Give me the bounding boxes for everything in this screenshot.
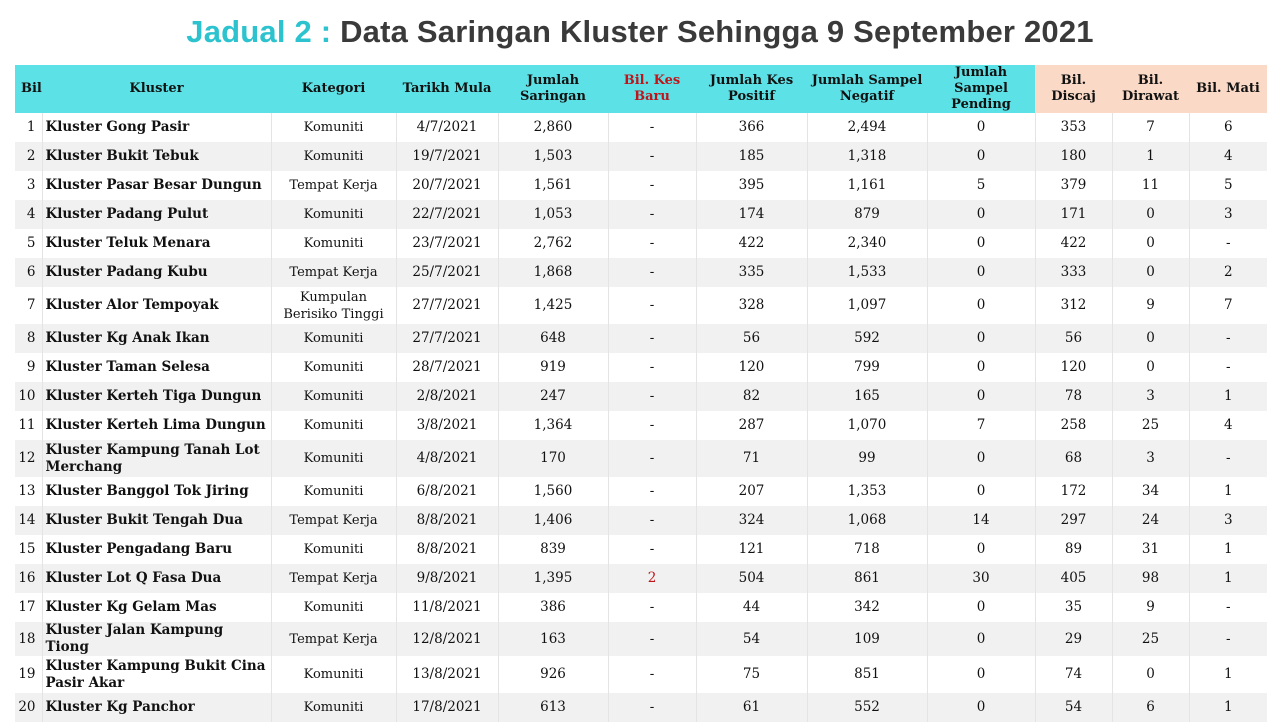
page-title (0, 14, 1280, 50)
cell-kategori: Komuniti (271, 411, 396, 440)
cell-tarikh-mula: 20/7/2021 (396, 171, 498, 200)
cell-jumlah-kes-positif: 366 (696, 113, 807, 142)
cell-kategori: Komuniti (271, 535, 396, 564)
table-row (15, 171, 1267, 200)
cell-bil-kes-baru: - (608, 656, 696, 693)
cell-bil: 11 (15, 411, 42, 440)
cell-bil-kes-baru: - (608, 324, 696, 353)
cell-jumlah-kes-positif: 120 (696, 353, 807, 382)
cell-bil-discaj: 54 (1035, 693, 1112, 722)
header-bil-kes-baru: Bil. Kes Baru (608, 65, 696, 113)
cell-jumlah-sampel-negatif: 1,353 (807, 477, 927, 506)
cell-kluster: Kluster Taman Selesa (42, 353, 271, 382)
cell-jumlah-sampel-negatif: 1,161 (807, 171, 927, 200)
cell-kategori: Tempat Kerja (271, 258, 396, 287)
cell-kluster: Kluster Jalan Kampung Tiong (42, 622, 271, 656)
table-row (15, 593, 1267, 622)
cell-bil-discaj: 74 (1035, 656, 1112, 693)
cell-tarikh-mula: 28/7/2021 (396, 353, 498, 382)
cell-kluster: Kluster Banggol Tok Jiring (42, 477, 271, 506)
cell-jumlah-saringan: 1,406 (498, 506, 608, 535)
header-jumlah-saringan: Jumlah Saringan (498, 65, 608, 113)
cell-bil: 7 (15, 287, 42, 324)
cell-jumlah-kes-positif: 395 (696, 171, 807, 200)
cell-bil-mati: 1 (1223, 666, 1233, 682)
cell-jumlah-saringan: 2,762 (498, 229, 608, 258)
cell-jumlah-kes-positif: 328 (696, 287, 807, 324)
cell-jumlah-saringan: 839 (498, 535, 608, 564)
cell-jumlah-kes-positif: 56 (696, 324, 807, 353)
cell-bil-dirawat: 25 (1112, 622, 1189, 656)
cell-jumlah-saringan: 163 (498, 622, 608, 656)
table-row (15, 411, 1267, 440)
cell-bil-discaj: 35 (1035, 593, 1112, 622)
cell-kluster: Kluster Kg Panchor (42, 693, 271, 722)
table-row (15, 142, 1267, 171)
cell-bil-discaj: 422 (1035, 229, 1112, 258)
cell-bil: 17 (15, 593, 42, 622)
cell-jumlah-saringan: 1,425 (498, 287, 608, 324)
cell-bil: 15 (15, 535, 42, 564)
cell-jumlah-sampel-negatif: 552 (807, 693, 927, 722)
cell-jumlah-saringan: 648 (498, 324, 608, 353)
cell-tarikh-mula: 11/8/2021 (396, 593, 498, 622)
cell-jumlah-kes-positif: 287 (696, 411, 807, 440)
cell-bil: 19 (15, 656, 42, 693)
cell-tarikh-mula: 19/7/2021 (396, 142, 498, 171)
cell-bil-mati: - (1189, 440, 1267, 477)
cell-tarikh-mula: 25/7/2021 (396, 258, 498, 287)
cell-jumlah-kes-positif: 61 (696, 693, 807, 722)
cell-bil-mati: 4 (1189, 142, 1267, 171)
cell-bil: 3 (15, 171, 42, 200)
cell-bil-discaj: 78 (1035, 382, 1112, 411)
cell-bil-kes-baru: - (608, 622, 696, 656)
cell-bil-mati: 1 (1223, 483, 1233, 499)
cell-jumlah-sampel-negatif: 2,340 (807, 229, 927, 258)
cell-bil-kes-baru: 2 (608, 564, 696, 593)
header-tarikh-mula: Tarikh Mula (396, 65, 498, 113)
cell-bil: 1 (15, 113, 42, 142)
cell-jumlah-sampel-pending: 0 (927, 200, 1035, 229)
cell-jumlah-sampel-pending: 0 (927, 382, 1035, 411)
cell-bil-mati: 1 (1189, 564, 1267, 593)
cluster-table (15, 65, 1267, 722)
cell-bil: 9 (15, 353, 42, 382)
title-main: Data Saringan Kluster Sehingga 9 September 2021 (340, 14, 1094, 49)
cell-kategori: Komuniti (271, 113, 396, 142)
cell-tarikh-mula: 13/8/2021 (396, 656, 498, 693)
cell-bil-discaj: 297 (1035, 506, 1112, 535)
cell-jumlah-saringan: 1,503 (498, 142, 608, 171)
cell-bil-kes-baru: - (608, 440, 696, 477)
cell-jumlah-kes-positif: 324 (696, 506, 807, 535)
cell-tarikh-mula: 17/8/2021 (396, 693, 498, 722)
cell-kluster: Kluster Padang Kubu (42, 258, 271, 287)
cell-bil-kes-baru: - (608, 353, 696, 382)
table-row (15, 656, 1267, 693)
cell-bil-kes-baru: - (608, 506, 696, 535)
cell-kluster: Kluster Teluk Menara (42, 229, 271, 258)
cell-kluster: Kluster Bukit Tengah Dua (42, 506, 271, 535)
cell-bil-mati: 4 (1223, 417, 1233, 433)
cell-bil-dirawat: 0 (1112, 353, 1189, 382)
cell-jumlah-sampel-negatif: 165 (807, 382, 927, 411)
cell-bil-discaj: 333 (1035, 258, 1112, 287)
cell-bil-mati: 1 (1223, 541, 1233, 557)
cell-bil-mati: 5 (1223, 177, 1233, 193)
cell-jumlah-sampel-pending: 0 (927, 656, 1035, 693)
cell-bil: 10 (15, 382, 42, 411)
cell-jumlah-kes-positif: 82 (696, 382, 807, 411)
cell-tarikh-mula: 22/7/2021 (396, 200, 498, 229)
cell-bil: 8 (15, 324, 42, 353)
cell-jumlah-saringan: 1,868 (498, 258, 608, 287)
cell-bil-kes-baru: - (608, 171, 696, 200)
cell-jumlah-saringan: 919 (498, 353, 608, 382)
header-bil-discaj: Bil. Discaj (1035, 65, 1112, 113)
table-row (15, 506, 1267, 535)
cell-jumlah-sampel-pending: 0 (927, 622, 1035, 656)
cell-jumlah-sampel-pending: 0 (927, 142, 1035, 171)
cell-tarikh-mula: 12/8/2021 (396, 622, 498, 656)
cell-jumlah-sampel-pending: 0 (927, 113, 1035, 142)
cell-tarikh-mula: 27/7/2021 (396, 324, 498, 353)
cell-bil-dirawat: 1 (1112, 142, 1189, 171)
cell-bil-discaj: 56 (1035, 324, 1112, 353)
cell-tarikh-mula: 23/7/2021 (396, 229, 498, 258)
cell-bil-dirawat: 3 (1112, 440, 1189, 477)
cell-kluster: Kluster Lot Q Fasa Dua (42, 564, 271, 593)
cell-bil: 20 (15, 693, 42, 722)
table-row (15, 693, 1267, 722)
header-bil-mati: Bil. Mati (1189, 65, 1267, 113)
table-row (15, 440, 1267, 477)
cell-jumlah-saringan: 2,860 (498, 113, 608, 142)
cell-kategori: Tempat Kerja (271, 622, 396, 656)
cell-bil-discaj: 379 (1035, 171, 1112, 200)
cell-jumlah-sampel-pending: 0 (927, 353, 1035, 382)
cell-jumlah-kes-positif: 174 (696, 200, 807, 229)
header-jumlah-kes-positif: Jumlah Kes Positif (696, 65, 807, 113)
cell-jumlah-sampel-pending: 0 (927, 535, 1035, 564)
cell-kluster: Kluster Pengadang Baru (42, 535, 271, 564)
cell-kategori: Komuniti (271, 693, 396, 722)
cell-bil-mati: 3 (1189, 506, 1267, 535)
cell-bil-discaj: 258 (1035, 411, 1112, 440)
cell-kategori: Kumpulan Berisiko Tinggi (271, 287, 396, 324)
cell-jumlah-sampel-pending: 0 (927, 593, 1035, 622)
cell-bil-discaj: 68 (1035, 440, 1112, 477)
table-row (15, 477, 1267, 506)
cell-bil-dirawat: 0 (1112, 200, 1189, 229)
cell-jumlah-kes-positif: 207 (696, 477, 807, 506)
cell-jumlah-sampel-negatif: 861 (807, 564, 927, 593)
table-header-row (15, 65, 1267, 113)
cell-jumlah-sampel-pending: 7 (927, 411, 1035, 440)
cell-bil-kes-baru: - (608, 411, 696, 440)
cell-jumlah-sampel-pending: 30 (927, 564, 1035, 593)
cell-bil-kes-baru: - (608, 477, 696, 506)
cell-jumlah-sampel-pending: 0 (927, 258, 1035, 287)
cell-jumlah-saringan: 1,053 (498, 200, 608, 229)
cell-bil-kes-baru: - (608, 258, 696, 287)
cell-jumlah-sampel-negatif: 99 (807, 440, 927, 477)
header-kluster: Kluster (42, 65, 271, 113)
cell-kategori: Komuniti (271, 229, 396, 258)
cell-kategori: Komuniti (271, 353, 396, 382)
cell-bil-discaj: 180 (1035, 142, 1112, 171)
cell-jumlah-kes-positif: 54 (696, 622, 807, 656)
cell-bil-discaj: 172 (1035, 477, 1112, 506)
cell-bil-dirawat: 0 (1112, 229, 1189, 258)
cell-tarikh-mula: 27/7/2021 (396, 287, 498, 324)
cell-kluster: Kluster Kerteh Lima Dungun (42, 411, 271, 440)
table-row (15, 622, 1267, 656)
cell-bil-dirawat: 0 (1112, 324, 1189, 353)
cell-jumlah-sampel-negatif: 592 (807, 324, 927, 353)
cell-kategori: Tempat Kerja (271, 564, 396, 593)
cell-bil-kes-baru: - (608, 593, 696, 622)
cell-bil-dirawat: 9 (1112, 593, 1189, 622)
cell-bil-mati: - (1189, 622, 1267, 656)
cell-jumlah-sampel-pending: 0 (927, 229, 1035, 258)
cell-jumlah-sampel-pending: 0 (927, 693, 1035, 722)
header-bil-dirawat: Bil. Dirawat (1112, 65, 1189, 113)
cell-kluster: Kluster Gong Pasir (42, 113, 271, 142)
cell-bil-dirawat: 34 (1112, 477, 1189, 506)
cell-bil-dirawat: 7 (1112, 113, 1189, 142)
cell-bil-mati: - (1189, 324, 1267, 353)
cell-kluster: Kluster Padang Pulut (42, 200, 271, 229)
cell-kluster: Kluster Kerteh Tiga Dungun (42, 382, 271, 411)
cell-kluster: Kluster Alor Tempoyak (42, 287, 271, 324)
cell-jumlah-saringan: 170 (498, 440, 608, 477)
cell-jumlah-saringan: 613 (498, 693, 608, 722)
cell-bil-dirawat: 6 (1112, 693, 1189, 722)
cell-jumlah-sampel-negatif: 1,318 (807, 142, 927, 171)
cell-jumlah-sampel-negatif: 109 (807, 622, 927, 656)
cell-bil-mati: 1 (1189, 693, 1267, 722)
cell-bil-kes-baru: - (608, 142, 696, 171)
cell-kategori: Komuniti (271, 324, 396, 353)
table-row (15, 287, 1267, 324)
cell-bil-dirawat: 11 (1112, 171, 1189, 200)
cell-jumlah-saringan: 247 (498, 382, 608, 411)
cell-jumlah-sampel-negatif: 879 (807, 200, 927, 229)
cell-bil-mati: 2 (1189, 258, 1267, 287)
cell-jumlah-sampel-pending: 0 (927, 287, 1035, 324)
cell-bil-mati: - (1225, 359, 1231, 375)
table-row (15, 113, 1267, 142)
header-jumlah-sampel-negatif: Jumlah Sampel Negatif (807, 65, 927, 113)
cell-jumlah-sampel-pending: 5 (927, 171, 1035, 200)
cell-tarikh-mula: 8/8/2021 (396, 535, 498, 564)
cell-bil-mati: 3 (1189, 200, 1267, 229)
cell-jumlah-sampel-negatif: 1,533 (807, 258, 927, 287)
cell-jumlah-sampel-negatif: 851 (807, 656, 927, 693)
cell-bil-dirawat: 0 (1112, 258, 1189, 287)
cell-kategori: Tempat Kerja (271, 506, 396, 535)
cell-bil-kes-baru: - (608, 382, 696, 411)
cell-jumlah-kes-positif: 71 (696, 440, 807, 477)
cell-bil-discaj: 405 (1035, 564, 1112, 593)
cell-bil-discaj: 29 (1035, 622, 1112, 656)
cell-jumlah-saringan: 926 (498, 656, 608, 693)
cell-tarikh-mula: 4/8/2021 (396, 440, 498, 477)
cell-bil: 13 (15, 477, 42, 506)
cell-jumlah-saringan: 386 (498, 593, 608, 622)
cell-tarikh-mula: 2/8/2021 (396, 382, 498, 411)
table-body (15, 113, 1267, 722)
cell-bil-kes-baru: - (608, 229, 696, 258)
table-row (15, 200, 1267, 229)
cell-bil: 5 (15, 229, 42, 258)
cell-jumlah-sampel-negatif: 1,070 (807, 411, 927, 440)
table-row (15, 324, 1267, 353)
cell-bil-dirawat: 98 (1112, 564, 1189, 593)
cell-bil-kes-baru: - (608, 113, 696, 142)
cell-jumlah-sampel-negatif: 718 (807, 535, 927, 564)
cell-jumlah-kes-positif: 185 (696, 142, 807, 171)
table-row (15, 258, 1267, 287)
cell-jumlah-sampel-pending: 0 (927, 324, 1035, 353)
cell-jumlah-sampel-pending: 0 (927, 477, 1035, 506)
table-row (15, 564, 1267, 593)
cell-bil-kes-baru: - (608, 200, 696, 229)
cell-jumlah-kes-positif: 504 (696, 564, 807, 593)
cell-kluster: Kluster Kg Gelam Mas (42, 593, 271, 622)
table-row (15, 353, 1267, 382)
cell-jumlah-sampel-pending: 14 (927, 506, 1035, 535)
cell-bil-dirawat: 25 (1112, 411, 1189, 440)
header-bil: Bil (15, 65, 42, 113)
cell-bil: 12 (15, 440, 42, 477)
cell-jumlah-kes-positif: 121 (696, 535, 807, 564)
cell-jumlah-sampel-negatif: 1,097 (807, 287, 927, 324)
cell-bil-discaj: 120 (1035, 353, 1112, 382)
cell-bil-discaj: 312 (1035, 287, 1112, 324)
cell-bil: 6 (15, 258, 42, 287)
cell-tarikh-mula: 8/8/2021 (396, 506, 498, 535)
cell-bil-mati: 1 (1189, 382, 1267, 411)
cell-bil-mati: - (1225, 235, 1231, 251)
cell-kategori: Komuniti (271, 200, 396, 229)
cell-bil-dirawat: 9 (1112, 287, 1189, 324)
cell-kategori: Komuniti (271, 142, 396, 171)
cell-jumlah-kes-positif: 44 (696, 593, 807, 622)
cell-tarikh-mula: 6/8/2021 (396, 477, 498, 506)
cell-kategori: Tempat Kerja (271, 171, 396, 200)
table-row (15, 535, 1267, 564)
cell-bil-mati: 6 (1223, 119, 1233, 135)
cell-jumlah-kes-positif: 422 (696, 229, 807, 258)
header-jumlah-sampel-pending: Jumlah Sampel Pending (927, 65, 1035, 113)
cell-jumlah-saringan: 1,364 (498, 411, 608, 440)
cell-kategori: Komuniti (271, 593, 396, 622)
header-kategori: Kategori (271, 65, 396, 113)
cell-kluster: Kluster Pasar Besar Dungun (42, 171, 271, 200)
cell-tarikh-mula: 3/8/2021 (396, 411, 498, 440)
table-row (15, 229, 1267, 258)
cell-jumlah-kes-positif: 335 (696, 258, 807, 287)
cell-kluster: Kluster Kampung Tanah Lot Merchang (42, 440, 271, 477)
cell-kategori: Komuniti (271, 477, 396, 506)
cell-jumlah-sampel-negatif: 2,494 (807, 113, 927, 142)
cell-bil-dirawat: 0 (1112, 656, 1189, 693)
cell-bil: 4 (15, 200, 42, 229)
cell-jumlah-saringan: 1,560 (498, 477, 608, 506)
cell-jumlah-saringan: 1,395 (498, 564, 608, 593)
cell-bil-kes-baru: - (608, 693, 696, 722)
cell-bil-dirawat: 24 (1112, 506, 1189, 535)
cell-bil-discaj: 89 (1035, 535, 1112, 564)
cell-bil: 18 (15, 622, 42, 656)
cell-bil: 2 (15, 142, 42, 171)
cell-kluster: Kluster Kampung Bukit Cina Pasir Akar (42, 656, 271, 693)
cell-bil-dirawat: 31 (1112, 535, 1189, 564)
cell-bil-kes-baru: - (608, 287, 696, 324)
cell-jumlah-sampel-negatif: 1,068 (807, 506, 927, 535)
cell-kluster: Kluster Bukit Tebuk (42, 142, 271, 171)
table-row (15, 382, 1267, 411)
cell-jumlah-sampel-negatif: 342 (807, 593, 927, 622)
title-prefix: Jadual 2 : (186, 14, 332, 49)
cell-bil-discaj: 353 (1035, 113, 1112, 142)
cell-bil: 14 (15, 506, 42, 535)
cell-kategori: Komuniti (271, 382, 396, 411)
cell-bil-discaj: 171 (1035, 200, 1112, 229)
cell-bil-mati: 7 (1223, 297, 1233, 313)
cell-kluster: Kluster Kg Anak Ikan (42, 324, 271, 353)
cell-jumlah-sampel-negatif: 799 (807, 353, 927, 382)
cell-jumlah-saringan: 1,561 (498, 171, 608, 200)
cell-bil: 16 (15, 564, 42, 593)
cell-bil-dirawat: 3 (1112, 382, 1189, 411)
cell-jumlah-kes-positif: 75 (696, 656, 807, 693)
cell-jumlah-sampel-pending: 0 (927, 440, 1035, 477)
cell-kategori: Komuniti (271, 656, 396, 693)
cell-tarikh-mula: 9/8/2021 (396, 564, 498, 593)
cell-kategori: Komuniti (271, 440, 396, 477)
cell-tarikh-mula: 4/7/2021 (396, 113, 498, 142)
cell-bil-kes-baru: - (608, 535, 696, 564)
cell-bil-mati: - (1225, 599, 1231, 615)
